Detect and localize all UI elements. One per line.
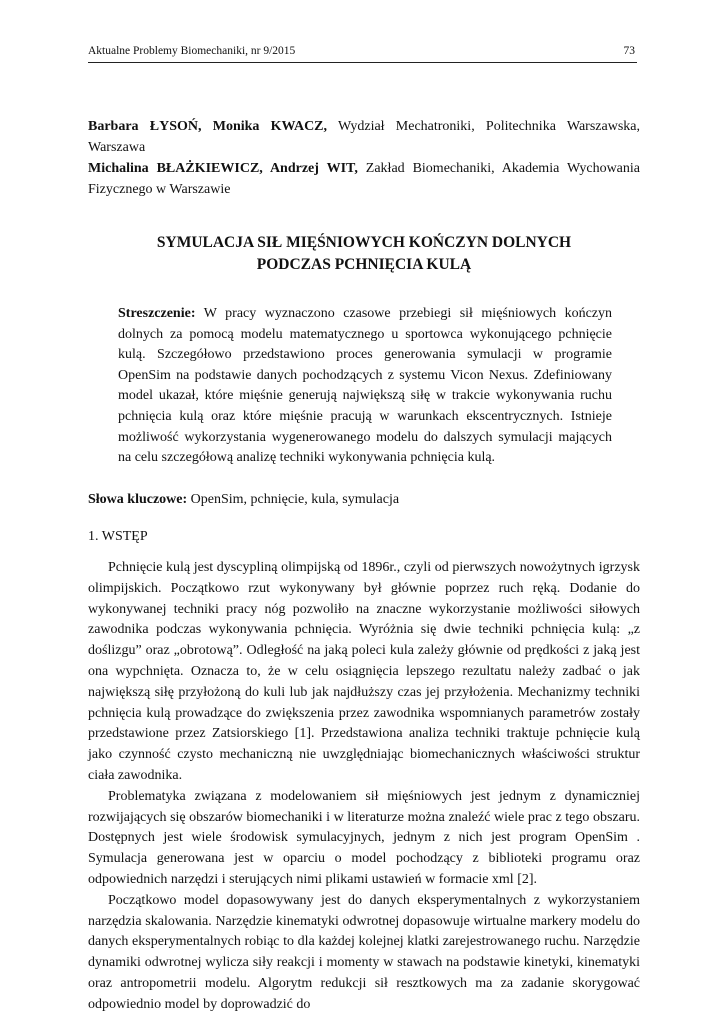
journal-name: Aktualne Problemy Biomechaniki, nr 9/2015: [88, 45, 296, 57]
affiliation-2: Zakład Biomechaniki, Akademia Wychowania Fizycznego w Warszawie: [88, 161, 640, 197]
section-heading: 1. WSTĘP: [88, 529, 148, 544]
keywords-label: Słowa kluczowe:: [88, 492, 188, 507]
abstract: [118, 304, 612, 469]
author-group-1: [88, 116, 640, 158]
page-number: 73: [623, 45, 635, 57]
running-header: [88, 42, 637, 63]
paragraph-3: Początkowo model dopasowywany jest do danych eksperymentalnych z wykorzystaniem narzędzia skalowania. Narzędzie kinematyki odwrotnej dopasowuje wirtualne markery modelu do danych eksperymentalnych robiąc to dla każdej kolejnej klatki zarejestrowanego ruchu. Narzędzie dynamiki odwrotnej wylicza siły reakcji i momenty w stawach na podstawie kinetyki, kinematyki oraz antropometrii modelu. Algorytm redukcji sił resztkowych ma za zadanie skorygować odpowiednio model by doprowadzić do: [88, 892, 640, 1012]
author-block: [88, 116, 640, 200]
keywords: [88, 490, 640, 510]
affiliation-1: Wydział Mechatroniki, Politechnika Warszawska, Warszawa: [88, 119, 640, 155]
abstract-text: W pracy wyznaczono czasowe przebiegi sił mięśniowych kończyn dolnych za pomocą modelu matematycznego u sportowca wykonującego pchnięcie kulą. Szczegółowo przedstawiono proces generowania symulacji w programie OpenSim na podstawie danych pochodzących z systemu Vicon Nexus. Zdefiniowany model ukazał, które mięśnie generują największą siłę w trakcie wykonywania ruchu pchnięcia kulą oraz które mięśnie pracują w warunkach ekscentrycznych. Istnieje możliwość wykorzystania wygenerowanego modelu do dalszych symulacji mających na celu szczegółową analizę techniki wykonywania pchnięcia kulą.: [118, 306, 612, 466]
abstract-label: Streszczenie:: [118, 306, 196, 321]
title-line-1: SYMULACJA SIŁ MIĘŚNIOWYCH KOŃCZYN DOLNYCH: [156, 234, 572, 251]
author-names-2: Michalina BŁAŻKIEWICZ, Andrzej WIT,: [88, 161, 358, 176]
paper-title: [88, 232, 640, 276]
paragraph-2: Problematyka związana z modelowaniem sił mięśniowych jest jednym z dynamiczniej rozwijających się obszarów biomechaniki i w literaturze można znaleźć wiele prac z tego obszaru. Dostępnych jest wiele środowisk symulacyjnych, jednym z nich jest program OpenSim . Symulacja generowana jest w oparciu o model pochodzący z biblioteki programu oraz odpowiednich narzędzi i sterujących nimi plikami ustawień w formacie xml [2].: [88, 788, 640, 887]
body-text: [88, 558, 640, 1016]
author-names-1: Barbara ŁYSOŃ, Monika KWACZ,: [88, 119, 328, 134]
title-line-2: PODCZAS PCHNIĘCIA KULĄ: [256, 256, 472, 273]
keywords-text: OpenSim, pchnięcie, kula, symulacja: [187, 492, 400, 507]
paragraph-1: Pchnięcie kulą jest dyscypliną olimpijską od 1896r., czyli od pierwszych nowożytnych igrzysk olimpijskich. Początkowo rzut wykonywany był głównie poprzez ruch ręką. Dodanie do wykonywanej techniki pracy nóg pozwoliło na znaczne wykorzystanie możliwości siłowych zawodnika podczas wykonywania pchnięcia. Wyróżnia się dwie techniki pchnięcia kulą: „z doślizgu” oraz „obrotową”. Odległość na jaką poleci kula zależy głównie od prędkości z jaką jest ona wypchnięta. Oznacza to, że w celu osiągnięcia lepszego rezultatu należy zadbać o jak największą siłę przyłożoną do kuli lub jak najdłuższy czas jej przyłożenia. Mechanizmy techniki pchnięcia kulą prowadzące do zwiększenia przez zawodnika wspomnianych parametrów zostały przedstawione przez Zatsiorskiego [1]. Przedstawiona analiza techniki traktuje pchnięcie kulą jako czynność czysto mechaniczną nie uwzględniając biomechanicznych właściwości struktur ciała zawodnika.: [88, 560, 640, 783]
author-group-2: [88, 158, 640, 200]
